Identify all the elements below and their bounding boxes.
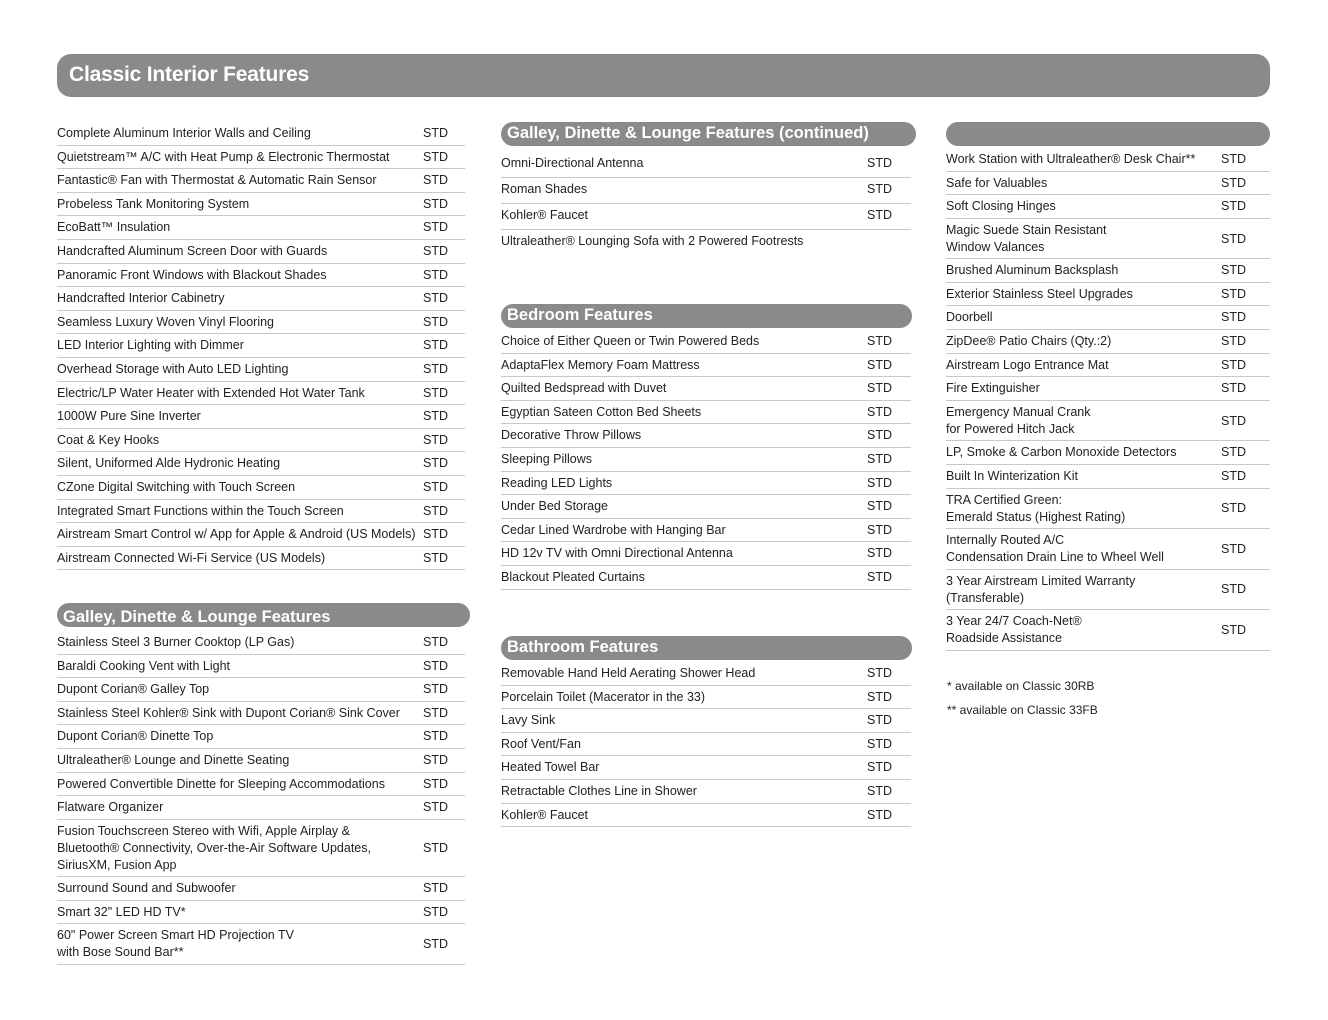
feature-label: Stainless Steel 3 Burner Cooktop (LP Gas) <box>57 635 295 649</box>
feature-label: Coat & Key Hooks <box>57 432 160 447</box>
feature-label: LP, Smoke & Carbon Monoxide Detectors <box>946 445 1177 460</box>
feature-label: Omni-Directional Antenna <box>501 156 644 170</box>
feature-label: Emergency Manual Crank for Powered Hitch Jack <box>946 404 1091 436</box>
feature-label: Egyptian Sateen Cotton Bed Sheets <box>501 404 702 419</box>
interior-feature-list <box>57 122 465 570</box>
feature-row <box>501 330 911 354</box>
standard-badge: STD <box>867 807 892 822</box>
feature-row <box>57 429 465 453</box>
feature-label: ZipDee® Patio Chairs (Qty.:2) <box>946 334 1112 349</box>
standard-badge: STD <box>1221 381 1246 396</box>
feature-row <box>501 733 911 757</box>
feature-label: Baraldi Cooking Vent with Light <box>57 658 231 673</box>
feature-label: Seamless Luxury Woven Vinyl Flooring <box>57 314 274 329</box>
feature-row <box>501 424 911 448</box>
feature-row <box>946 172 1270 196</box>
feature-row <box>946 377 1270 401</box>
feature-label: Airstream Connected Wi-Fi Service (US Models) <box>57 550 326 565</box>
feature-label: Airstream Smart Control w/ App for Apple & Android (US Models) <box>57 527 416 542</box>
feature-row <box>946 283 1270 307</box>
feature-row <box>57 678 465 702</box>
feature-row <box>501 377 911 401</box>
standard-badge: STD <box>867 334 892 348</box>
standard-badge: STD <box>423 635 448 649</box>
standard-badge: STD <box>867 404 892 419</box>
galley-continued-feature-list <box>501 152 911 256</box>
standard-badge: STD <box>867 475 892 490</box>
bedroom-section-header <box>501 304 912 328</box>
standard-badge: STD <box>1221 501 1246 516</box>
column3-section-header <box>946 122 1270 146</box>
feature-row <box>57 240 465 264</box>
feature-row <box>501 230 911 256</box>
standard-badge: STD <box>423 729 448 744</box>
feature-label: Probeless Tank Monitoring System <box>57 196 250 211</box>
feature-label: Fusion Touchscreen Stereo with Wifi, Apple Airplay & Bluetooth® Connectivity, Over-the-Air Software Updates, SiriusXM, Fusion App <box>57 823 371 872</box>
feature-label: Roof Vent/Fan <box>501 736 581 751</box>
feature-row <box>57 749 465 773</box>
feature-row <box>57 523 465 547</box>
standard-badge: STD <box>423 752 448 767</box>
feature-label: Removable Hand Held Aerating Shower Head <box>501 666 756 680</box>
feature-row <box>501 804 911 828</box>
feature-label: Magic Suede Stain Resistant Window Valances <box>946 222 1107 254</box>
standard-badge: STD <box>423 800 448 815</box>
feature-label: AdaptaFlex Memory Foam Mattress <box>501 357 700 372</box>
feature-row <box>501 354 911 378</box>
feature-row <box>946 306 1270 330</box>
standard-badge: STD <box>867 522 892 537</box>
standard-badge: STD <box>1221 413 1246 428</box>
feature-label: Kohler® Faucet <box>501 208 589 222</box>
standard-badge: STD <box>867 666 892 680</box>
galley-continued-section-title: Galley, Dinette & Lounge Features (continued) <box>507 124 869 142</box>
feature-label: Complete Aluminum Interior Walls and Ceiling <box>57 126 311 140</box>
standard-badge: STD <box>423 173 448 188</box>
feature-row <box>501 756 911 780</box>
feature-row <box>946 148 1270 172</box>
feature-label: 3 Year Airstream Limited Warranty (Transferable) <box>946 573 1136 605</box>
standard-badge: STD <box>1221 334 1246 349</box>
feature-row <box>946 259 1270 283</box>
feature-label: Flatware Organizer <box>57 800 164 815</box>
standard-badge: STD <box>867 689 892 704</box>
feature-row <box>501 519 911 543</box>
feature-row <box>57 725 465 749</box>
feature-label: Overhead Storage with Auto LED Lighting <box>57 361 289 376</box>
standard-badge: STD <box>423 243 448 258</box>
standard-badge: STD <box>423 503 448 518</box>
feature-row <box>946 195 1270 219</box>
page-banner <box>57 54 1270 97</box>
standard-badge: STD <box>867 760 892 775</box>
feature-row <box>57 122 465 146</box>
standard-badge: STD <box>423 196 448 211</box>
standard-badge: STD <box>867 546 892 561</box>
feature-label: Integrated Smart Functions within the Touch Screen <box>57 503 344 518</box>
feature-label: Ultraleather® Lounge and Dinette Seating <box>57 752 290 767</box>
feature-label: Brushed Aluminum Backsplash <box>946 263 1119 278</box>
bathroom-feature-list <box>501 662 911 827</box>
standard-badge: STD <box>423 291 448 306</box>
standard-badge: STD <box>1221 175 1246 190</box>
standard-badge: STD <box>867 357 892 372</box>
feature-row <box>946 610 1270 651</box>
feature-label: Handcrafted Interior Cabinetry <box>57 291 225 306</box>
standard-badge: STD <box>423 361 448 376</box>
feature-label: Choice of Either Queen or Twin Powered Beds <box>501 334 760 348</box>
feature-row <box>57 264 465 288</box>
feature-row <box>946 354 1270 378</box>
feature-label: Airstream Logo Entrance Mat <box>946 357 1109 372</box>
bedroom-feature-list <box>501 330 911 590</box>
feature-row <box>501 686 911 710</box>
feature-label: Smart 32" LED HD TV* <box>57 904 186 919</box>
standard-badge: STD <box>1221 152 1246 166</box>
feature-row <box>57 405 465 429</box>
feature-label: Soft Closing Hinges <box>946 199 1056 214</box>
feature-row <box>57 500 465 524</box>
feature-label: EcoBatt™ Insulation <box>57 220 171 235</box>
standard-badge: STD <box>423 409 448 424</box>
bedroom-section-title: Bedroom Features <box>507 306 653 324</box>
feature-label: 60" Power Screen Smart HD Projection TV with Bose Sound Bar** <box>57 928 294 960</box>
feature-label: LED Interior Lighting with Dimmer <box>57 338 244 353</box>
standard-badge: STD <box>867 451 892 466</box>
feature-row <box>946 441 1270 465</box>
feature-row <box>501 780 911 804</box>
feature-row <box>501 495 911 519</box>
feature-row <box>57 382 465 406</box>
standard-badge: STD <box>423 149 448 164</box>
feature-row <box>501 566 911 590</box>
feature-label: Internally Routed A/C Condensation Drain Line to Wheel Well <box>946 533 1164 565</box>
standard-badge: STD <box>423 527 448 542</box>
standard-badge: STD <box>1221 357 1246 372</box>
standard-badge: STD <box>423 432 448 447</box>
feature-row <box>501 204 911 230</box>
feature-row <box>946 489 1270 530</box>
feature-label: Reading LED Lights <box>501 475 613 490</box>
feature-row <box>57 193 465 217</box>
feature-label: Surround Sound and Subwoofer <box>57 881 236 896</box>
standard-badge: STD <box>1221 582 1246 597</box>
feature-row <box>57 547 465 571</box>
feature-row <box>57 358 465 382</box>
feature-label: Silent, Uniformed Alde Hydronic Heating <box>57 456 281 471</box>
standard-badge: STD <box>423 658 448 673</box>
feature-row <box>57 216 465 240</box>
feature-label: Built In Winterization Kit <box>946 468 1078 483</box>
feature-row <box>57 476 465 500</box>
feature-row <box>946 219 1270 260</box>
standard-badge: STD <box>423 126 448 140</box>
standard-badge: STD <box>423 904 448 919</box>
feature-row <box>57 901 465 925</box>
feature-label: Safe for Valuables <box>946 175 1048 190</box>
feature-row <box>946 330 1270 354</box>
feature-row <box>57 820 465 878</box>
additional-feature-list <box>946 148 1270 651</box>
feature-label: Dupont Corian® Dinette Top <box>57 729 214 744</box>
feature-label: TRA Certified Green: Emerald Status (Highest Rating) <box>946 492 1126 524</box>
standard-badge: STD <box>423 550 448 565</box>
feature-row <box>57 287 465 311</box>
feature-row <box>946 465 1270 489</box>
standard-badge: STD <box>1221 199 1246 214</box>
standard-badge: STD <box>423 479 448 494</box>
feature-label: Sleeping Pillows <box>501 451 593 466</box>
feature-label: Panoramic Front Windows with Blackout Shades <box>57 267 327 282</box>
footnote-30rb: * available on Classic 30RB <box>947 679 1095 693</box>
feature-label: Electric/LP Water Heater with Extended Hot Water Tank <box>57 385 365 400</box>
feature-row <box>57 311 465 335</box>
feature-label: Quilted Bedspread with Duvet <box>501 381 667 396</box>
standard-badge: STD <box>1221 286 1246 301</box>
feature-row <box>501 709 911 733</box>
feature-label: Retractable Clothes Line in Shower <box>501 783 697 798</box>
feature-label: Under Bed Storage <box>501 499 609 514</box>
feature-label: CZone Digital Switching with Touch Screen <box>57 479 296 494</box>
standard-badge: STD <box>1221 541 1246 556</box>
feature-label: Handcrafted Aluminum Screen Door with Guards <box>57 243 328 258</box>
feature-label: Fantastic® Fan with Thermostat & Automatic Rain Sensor <box>57 173 377 188</box>
standard-badge: STD <box>867 428 892 443</box>
feature-row <box>501 472 911 496</box>
feature-label: Doorbell <box>946 310 993 325</box>
feature-label: Fire Extinguisher <box>946 381 1040 396</box>
feature-label: Dupont Corian® Galley Top <box>57 682 210 697</box>
standard-badge: STD <box>1221 263 1246 278</box>
feature-row <box>57 655 465 679</box>
feature-label: Cedar Lined Wardrobe with Hanging Bar <box>501 522 726 537</box>
feature-label: Roman Shades <box>501 182 588 196</box>
galley-feature-list <box>57 631 465 965</box>
page-title: Classic Interior Features <box>69 63 310 86</box>
feature-row <box>501 401 911 425</box>
feature-label: 3 Year 24/7 Coach-Net® Roadside Assistance <box>946 614 1082 646</box>
feature-row <box>946 529 1270 570</box>
standard-badge: STD <box>423 682 448 697</box>
feature-row <box>57 924 465 965</box>
feature-row <box>946 570 1270 611</box>
standard-badge: STD <box>423 456 448 471</box>
standard-badge: STD <box>1221 468 1246 483</box>
feature-label: Stainless Steel Kohler® Sink with Dupont Corian® Sink Cover <box>57 705 400 720</box>
feature-row <box>57 877 465 901</box>
feature-row <box>946 401 1270 442</box>
bathroom-section-header <box>501 636 912 660</box>
standard-badge: STD <box>867 156 892 170</box>
standard-badge: STD <box>423 314 448 329</box>
feature-label: Decorative Throw Pillows <box>501 428 642 443</box>
feature-row <box>57 702 465 726</box>
feature-label: Exterior Stainless Steel Upgrades <box>946 286 1133 301</box>
feature-row <box>501 448 911 472</box>
feature-row <box>57 631 465 655</box>
feature-row <box>501 662 911 686</box>
feature-row <box>57 169 465 193</box>
standard-badge: STD <box>867 182 892 196</box>
standard-badge: STD <box>423 705 448 720</box>
standard-badge: STD <box>423 267 448 282</box>
bathroom-section-title: Bathroom Features <box>507 638 659 656</box>
footnote-33fb: ** available on Classic 33FB <box>947 703 1098 717</box>
feature-row <box>57 146 465 170</box>
standard-badge: STD <box>1221 231 1246 246</box>
standard-badge: STD <box>867 713 892 728</box>
standard-badge: STD <box>867 783 892 798</box>
galley-section-title: Galley, Dinette & Lounge Features <box>63 608 331 626</box>
feature-label: Powered Convertible Dinette for Sleeping Accommodations <box>57 776 385 791</box>
galley-continued-section-header <box>501 122 916 146</box>
feature-label: Ultraleather® Lounging Sofa with 2 Powered Footrests <box>501 234 804 248</box>
feature-row <box>501 542 911 566</box>
standard-badge: STD <box>1221 310 1246 325</box>
feature-row <box>57 452 465 476</box>
feature-label: Heated Towel Bar <box>501 760 600 775</box>
feature-label: Porcelain Toilet (Macerator in the 33) <box>501 689 706 704</box>
feature-label: Kohler® Faucet <box>501 807 589 822</box>
feature-row <box>57 773 465 797</box>
feature-label: 1000W Pure Sine Inverter <box>57 409 201 424</box>
standard-badge: STD <box>423 385 448 400</box>
feature-row <box>57 796 465 820</box>
feature-label: Lavy Sink <box>501 713 556 728</box>
standard-badge: STD <box>867 208 892 222</box>
standard-badge: STD <box>867 569 892 584</box>
standard-badge: STD <box>867 499 892 514</box>
standard-badge: STD <box>423 220 448 235</box>
standard-badge: STD <box>423 338 448 353</box>
standard-badge: STD <box>867 736 892 751</box>
standard-badge: STD <box>423 937 448 952</box>
standard-badge: STD <box>423 881 448 896</box>
galley-section-header <box>57 603 470 627</box>
standard-badge: STD <box>423 841 448 855</box>
feature-label: Blackout Pleated Curtains <box>501 569 645 584</box>
standard-badge: STD <box>1221 445 1246 460</box>
standard-badge: STD <box>423 776 448 791</box>
feature-label: Work Station with Ultraleather® Desk Chair** <box>946 152 1196 166</box>
feature-label: HD 12v TV with Omni Directional Antenna <box>501 546 733 561</box>
feature-row <box>501 152 911 178</box>
feature-row <box>57 334 465 358</box>
standard-badge: STD <box>1221 622 1246 637</box>
feature-label: Quietstream™ A/C with Heat Pump & Electronic Thermostat <box>57 149 390 164</box>
standard-badge: STD <box>867 381 892 396</box>
feature-row <box>501 178 911 204</box>
